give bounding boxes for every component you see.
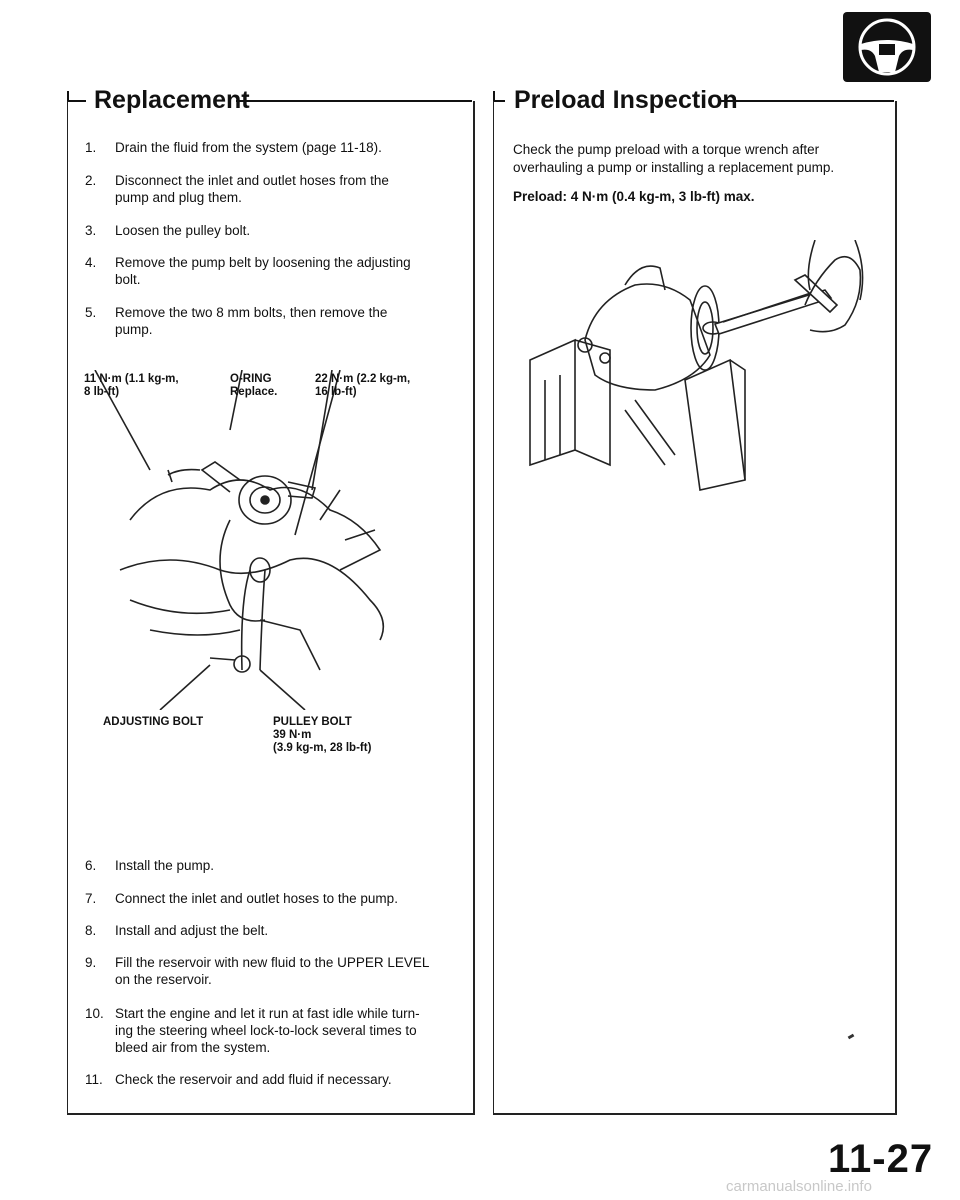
step-text: Disconnect the inlet and outlet hoses from the pump and plug them. bbox=[115, 173, 389, 205]
preload-spec: Preload: 4 N·m (0.4 kg-m, 3 lb-ft) max. bbox=[513, 189, 755, 204]
step-text: Install and adjust the belt. bbox=[115, 923, 269, 938]
watermark-text: carmanualsonline.info bbox=[726, 1178, 872, 1195]
step-text: Remove the pump belt by loosening the adjusting bolt. bbox=[115, 255, 411, 287]
step-number: 4. bbox=[85, 255, 97, 270]
step-number: 1. bbox=[85, 140, 97, 155]
replacement-heading: Replacement bbox=[94, 86, 250, 114]
step-text: Start the engine and let it run at fast idle while turn- ing the steering wheel lock-to-lock several times to bleed air from the system. bbox=[115, 1006, 420, 1055]
step-text: Connect the inlet and outlet hoses to the pump. bbox=[115, 891, 398, 906]
step-number: 5. bbox=[85, 305, 97, 320]
step-number: 2. bbox=[85, 173, 97, 188]
step-text: Drain the fluid from the system (page 11-18). bbox=[115, 140, 382, 155]
steering-wheel-icon bbox=[843, 12, 931, 82]
oring-callout: O-RING Replace. bbox=[230, 373, 278, 398]
pulley-bolt-callout: PULLEY BOLT 39 N·m (3.9 kg-m, 28 lb-ft) bbox=[273, 716, 372, 754]
page-number: 11-27 bbox=[828, 1137, 934, 1181]
adjusting-bolt-callout: ADJUSTING BOLT bbox=[103, 716, 204, 728]
bolt-11nm-callout: 11 N·m (1.1 kg-m, 8 lb-ft) bbox=[84, 373, 179, 398]
preload-instructions: Check the pump preload with a torque wrench after overhauling a pump or installing a replacement pump. bbox=[513, 142, 835, 175]
bolt-22nm-callout: 22 N·m (2.2 kg-m, 16 lb-ft) bbox=[315, 373, 411, 398]
step-number: 6. bbox=[85, 858, 97, 873]
step-text: Fill the reservoir with new fluid to the UPPER LEVEL on the reservoir. bbox=[115, 955, 430, 987]
preload-inspection-heading: Preload Inspection bbox=[514, 86, 738, 114]
step-text: Check the reservoir and add fluid if necessary. bbox=[115, 1072, 392, 1087]
step-number: 7. bbox=[85, 891, 97, 906]
step-number: 9. bbox=[85, 955, 97, 970]
step-number: 11. bbox=[85, 1072, 103, 1087]
step-number: 8. bbox=[85, 923, 97, 938]
torque-wrench-illustration bbox=[515, 240, 885, 500]
step-text: Install the pump. bbox=[115, 858, 215, 873]
pump-removal-illustration bbox=[90, 370, 470, 710]
step-text: Remove the two 8 mm bolts, then remove the pump. bbox=[115, 305, 388, 337]
step-number: 10. bbox=[85, 1006, 104, 1021]
step-text: Loosen the pulley bolt. bbox=[115, 223, 251, 238]
step-number: 3. bbox=[85, 223, 97, 238]
